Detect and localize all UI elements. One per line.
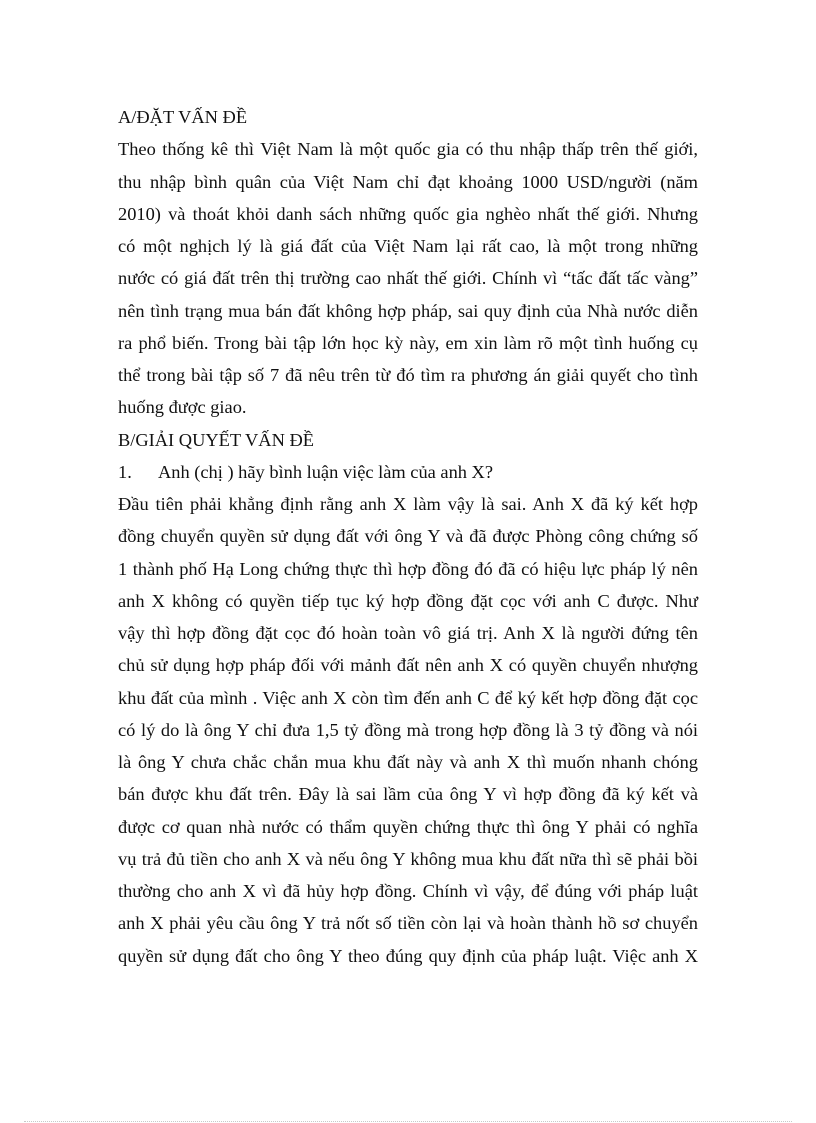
- section-b-heading: B/GIẢI QUYẾT VẤN ĐỀ: [118, 429, 314, 450]
- paragraph-line: bán được khu đất trên. Đây là sai lầm của ông Y vì hợp đồng đã ký kết và: [118, 784, 698, 805]
- paragraph-line: nước có giá đất trên thị trường cao nhất thế giới. Chính vì “tấc đất tấc vàng”: [118, 268, 698, 289]
- paragraph-line: anh X phải yêu cầu ông Y trả nốt số tiền còn lại và hoàn thành hồ sơ chuyển: [118, 913, 698, 934]
- paragraph-line: được cơ quan nhà nước có thẩm quyền chứng thực thì ông Y phải có nghĩa: [118, 816, 698, 837]
- page-bottom-divider: [24, 1121, 792, 1122]
- paragraph-line: đồng chuyển quyền sử dụng đất với ông Y và đã được Phòng công chứng số: [118, 526, 698, 547]
- question-text: Anh (chị ) hãy bình luận việc làm của anh X?: [158, 461, 494, 482]
- paragraph-line: là ông Y chưa chắc chắn mua khu đất này và anh X thì muốn nhanh chóng: [118, 752, 698, 772]
- section-b-paragraph: [118, 488, 698, 972]
- question-number: 1.: [118, 461, 132, 482]
- paragraph-line: chủ sử dụng hợp pháp đối với mảnh đất nên anh X có quyền chuyển nhượng: [118, 655, 698, 676]
- paragraph-line: Theo thống kê thì Việt Nam là một quốc gia có thu nhập thấp trên thế giới,: [118, 139, 698, 160]
- paragraph-line: có một nghịch lý là giá đất của Việt Nam lại rất cao, là một trong những: [118, 236, 698, 256]
- question-item: [118, 456, 698, 488]
- paragraph-line: 1 thành phố Hạ Long chứng thực thì hợp đồng đó đã có hiệu lực pháp lý nên: [118, 558, 698, 579]
- paragraph-line: Đầu tiên phải khẳng định rằng anh X làm vậy là sai. Anh X đã ký kết hợp: [118, 494, 698, 514]
- paragraph-line: vụ trả đủ tiền cho anh X và nếu ông Y không mua khu đất nữa thì sẽ phải bồi: [118, 848, 698, 869]
- paragraph-line: huống được giao.: [118, 397, 247, 418]
- paragraph-line: quyền sử dụng đất cho ông Y theo đúng quy định của pháp luật. Việc anh X: [118, 945, 698, 966]
- paragraph-line: 2010) và thoát khỏi danh sách những quốc gia nghèo nhất thế giới. Nhưng: [118, 203, 698, 224]
- section-a-paragraph: [118, 133, 698, 423]
- paragraph-line: anh X không có quyền tiếp tục ký hợp đồng đặt cọc với anh C được. Như: [118, 590, 698, 611]
- paragraph-line: vậy thì hợp đồng đặt cọc đó hoàn toàn vô giá trị. Anh X là người đứng tên: [118, 623, 698, 643]
- paragraph-line: thường cho anh X vì đã hủy hợp đồng. Chính vì vậy, để đúng với pháp luật: [118, 881, 698, 901]
- paragraph-line: ra phổ biến. Trong bài tập lớn học kỳ này, em xin làm rõ một tình huống cụ: [118, 332, 698, 353]
- paragraph-line: có lý do là ông Y chỉ đưa 1,5 tỷ đồng mà trong hợp đồng là 3 tỷ đồng và nói: [118, 719, 698, 740]
- paragraph-line: thể trong bài tập số 7 đã nêu trên từ đó tìm ra phương án giải quyết cho tình: [118, 365, 698, 385]
- paragraph-line: nên tình trạng mua bán đất không hợp pháp, sai quy định của Nhà nước diễn: [118, 300, 698, 321]
- paragraph-line: khu đất của mình . Việc anh X còn tìm đến anh C để ký kết hợp đồng đặt cọc: [118, 687, 698, 708]
- section-a-heading: A/ĐẶT VẤN ĐỀ: [118, 107, 248, 127]
- document-body: [118, 101, 698, 972]
- paragraph-line: thu nhập bình quân của Việt Nam chỉ đạt khoảng 1000 USD/người (năm: [118, 171, 698, 192]
